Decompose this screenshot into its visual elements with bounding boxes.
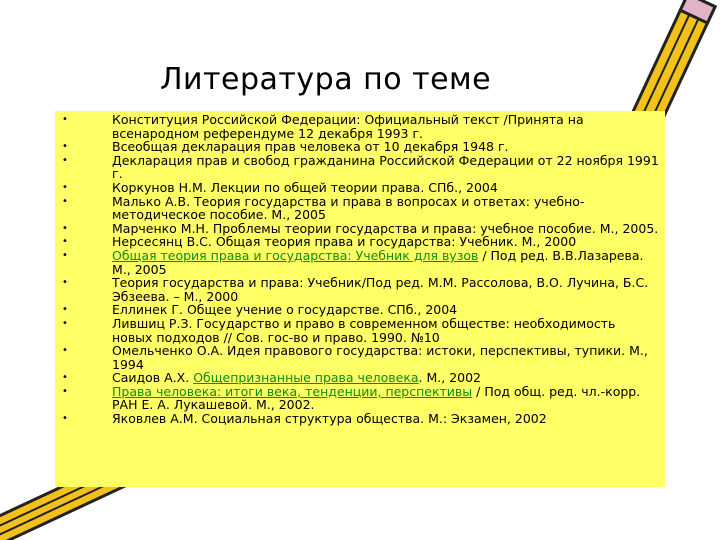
item-text: Коркунов Н.М. Лекции по общей теории права. СПб., 2004 (112, 179, 498, 195)
list-item (55, 276, 665, 303)
list-item (55, 385, 665, 412)
item-text: Конституция Российской Федерации: Официальный текст /Принята на всенародном референдуме 12 декабря 1993 г. (112, 112, 584, 141)
list-item (55, 181, 665, 195)
bullet-icon: • (62, 372, 68, 384)
bullet-icon: • (62, 385, 68, 397)
item-text: Всеобщая декларация прав человека от 10 декабря 1948 г. (112, 139, 509, 155)
bullet-icon: • (62, 317, 68, 329)
list-item (55, 140, 665, 154)
bullet-icon: • (62, 345, 68, 357)
bullet-icon: • (62, 195, 68, 207)
bullet-icon: • (62, 249, 68, 261)
bullet-icon: • (62, 236, 68, 248)
list-item (55, 412, 665, 426)
bullet-icon: • (62, 222, 68, 234)
bullet-icon: • (62, 181, 68, 193)
bullet-icon: • (62, 413, 68, 425)
bullet-icon: • (62, 114, 68, 125)
list-item (55, 317, 665, 344)
bullet-icon: • (62, 141, 68, 153)
item-text: Малько А.В. Теория государства и права в вопросах и ответах: учебно-методическое пособие. М., 2005 (112, 193, 585, 223)
item-text: Нерсесянц В.С. Общая теория права и государства: Учебник. М., 2000 (112, 234, 577, 250)
bibliography-list (55, 113, 665, 426)
list-item (55, 195, 665, 222)
item-link[interactable]: Права человека: итоги века, тенденции, перспективы (112, 383, 473, 399)
item-link[interactable]: Общая теория права и государства: Учебник для вузов (112, 247, 479, 263)
bullet-icon: • (62, 154, 68, 166)
list-item (55, 222, 665, 236)
item-text: Лившиц Р.З. Государство и право в современном обществе: необходимость новых подходов // Сов. гос-во и право. 1990. №10 (112, 315, 616, 345)
item-link[interactable]: Общепризнанные права человека (193, 370, 419, 386)
list-item (55, 303, 665, 317)
item-text: Марченко М.Н. Проблемы теории государства и права: учебное пособие. М., 2005. (112, 220, 659, 236)
list-item (55, 154, 665, 181)
item-rest: . М., 2002 (418, 370, 482, 386)
list-item (55, 113, 665, 140)
list-item (55, 249, 665, 276)
list-item (55, 344, 665, 371)
bullet-icon: • (62, 277, 68, 289)
list-item (55, 235, 665, 249)
item-lead: Саидов А.Х. (112, 370, 194, 386)
item-text: Еллинек Г. Общее учение о государстве. СПб., 2004 (112, 302, 458, 318)
item-text: Яковлев А.М. Социальная структура общества. М.: Экзамен, 2002 (112, 411, 547, 427)
slide-title: Литература по теме (160, 62, 492, 97)
list-item (55, 371, 665, 385)
item-rest: / Под ред. В.В.Лазарева. М., 2005 (112, 247, 644, 277)
bullet-icon: • (62, 304, 68, 316)
item-rest: / Под общ. ред. чл.-корр. РАН Е. А. Лукашевой. М., 2002. (112, 383, 641, 413)
item-text: Омельченко О.А. Идея правового государства: истоки, перспективы, тупики. М., 1994 (112, 343, 648, 372)
item-text: Теория государства и права: Учебник/Под ред. М.М. Рассолова, В.О. Лучина, Б.С. Эбзеева. – М., 2000 (112, 275, 649, 304)
item-text: Декларация прав и свобод гражданина Российской Федерации от 22 ноября 1991 г. (112, 152, 659, 182)
